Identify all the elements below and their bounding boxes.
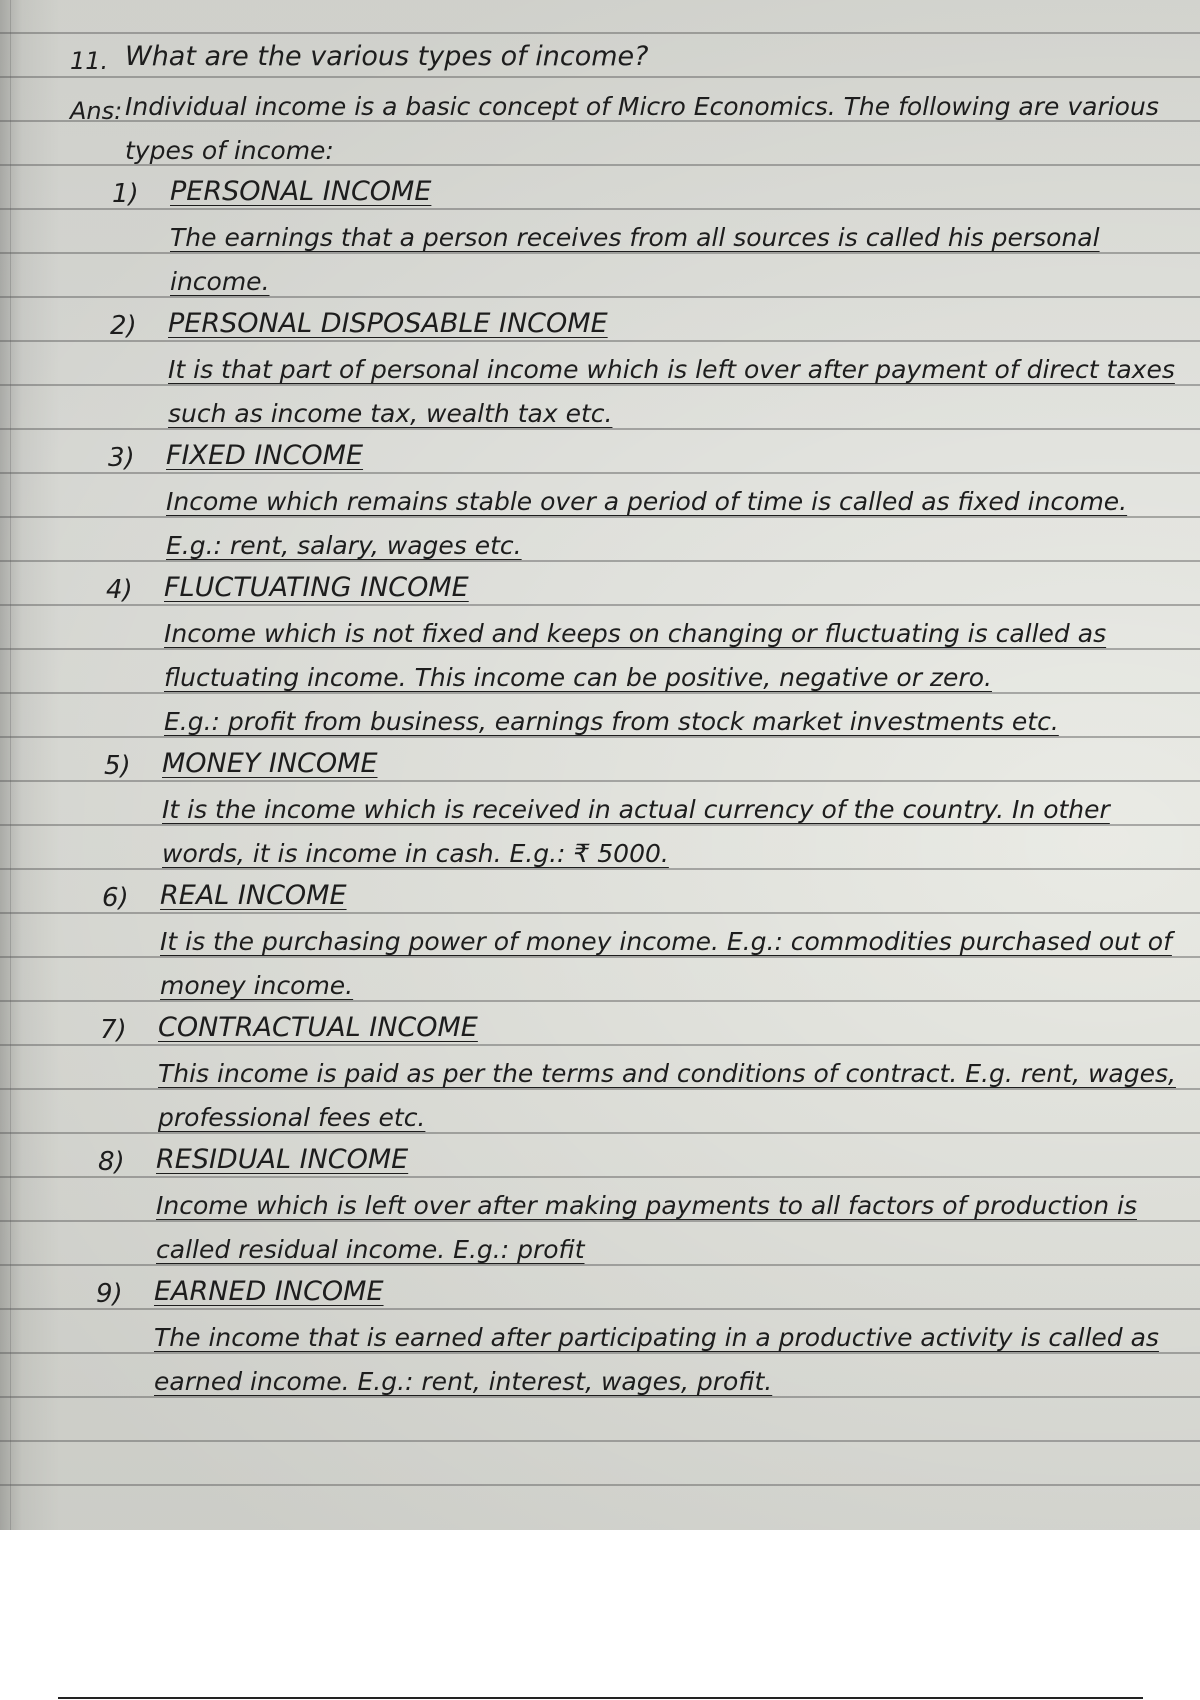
item-number: 5) bbox=[104, 751, 131, 781]
ruled-line bbox=[0, 1484, 1200, 1486]
ruled-line bbox=[0, 1176, 1200, 1178]
ruled-line bbox=[0, 604, 1200, 606]
item-description-line: It is the purchasing power of money income. E.g.: commodities purchased out of bbox=[160, 927, 1172, 956]
item-description-line: Income which remains stable over a period of time is called as fixed income. bbox=[166, 487, 1128, 516]
item-description-line: Income which is not fixed and keeps on changing or fluctuating is called as bbox=[164, 619, 1107, 648]
item-description-line: The earnings that a person receives from all sources is called his personal bbox=[170, 223, 1100, 252]
item-description-line: This income is paid as per the terms and conditions of contract. E.g. rent, wages, bbox=[158, 1059, 1176, 1088]
item-number: 4) bbox=[106, 575, 133, 605]
item-heading: FIXED INCOME bbox=[166, 440, 364, 471]
item-heading: CONTRACTUAL INCOME bbox=[158, 1012, 478, 1043]
item-number: 1) bbox=[112, 179, 139, 209]
ruled-line bbox=[0, 780, 1200, 782]
item-description-line: fluctuating income. This income can be positive, negative or zero. bbox=[164, 663, 992, 692]
item-description-line: It is the income which is received in actual currency of the country. In other bbox=[162, 795, 1110, 824]
ruled-line bbox=[0, 76, 1200, 78]
answer-intro-line-2: types of income: bbox=[125, 136, 334, 165]
item-number: 7) bbox=[100, 1015, 127, 1045]
ruled-line bbox=[0, 1308, 1200, 1310]
item-description-line: such as income tax, wealth tax etc. bbox=[168, 399, 613, 428]
ruled-line bbox=[0, 472, 1200, 474]
item-number: 2) bbox=[110, 311, 137, 341]
ruled-line bbox=[0, 32, 1200, 34]
ruled-line bbox=[0, 912, 1200, 914]
ruled-line bbox=[0, 208, 1200, 210]
item-heading: EARNED INCOME bbox=[154, 1276, 384, 1307]
item-description-line: E.g.: rent, salary, wages etc. bbox=[166, 531, 522, 560]
question-number: 11. bbox=[70, 47, 109, 75]
item-description-line: professional fees etc. bbox=[158, 1103, 426, 1132]
ruled-line bbox=[0, 1044, 1200, 1046]
item-description-line: income. bbox=[170, 267, 270, 296]
answer-intro-line-1: Individual income is a basic concept of Micro Economics. The following are various bbox=[125, 92, 1159, 121]
item-heading: FLUCTUATING INCOME bbox=[164, 572, 469, 603]
item-description-line: earned income. E.g.: rent, interest, wages, profit. bbox=[154, 1367, 773, 1396]
page-bottom-rule bbox=[58, 1697, 1143, 1699]
item-description-line: The income that is earned after participating in a productive activity is called as bbox=[154, 1323, 1159, 1352]
question-text: What are the various types of income? bbox=[125, 41, 649, 72]
margin-line bbox=[10, 0, 11, 1530]
ruled-line bbox=[0, 340, 1200, 342]
item-description-line: E.g.: profit from business, earnings from stock market investments etc. bbox=[164, 707, 1059, 736]
item-heading: RESIDUAL INCOME bbox=[156, 1144, 409, 1175]
item-description-line: words, it is income in cash. E.g.: ₹ 5000. bbox=[162, 839, 669, 868]
item-description-line: It is that part of personal income which is left over after payment of direct taxes bbox=[168, 355, 1175, 384]
item-description-line: Income which is left over after making payments to all factors of production is bbox=[156, 1191, 1137, 1220]
item-number: 8) bbox=[98, 1147, 125, 1177]
item-heading: PERSONAL INCOME bbox=[170, 176, 432, 207]
item-number: 3) bbox=[108, 443, 135, 473]
answer-prefix: Ans: bbox=[70, 97, 123, 125]
item-number: 6) bbox=[102, 883, 129, 913]
item-heading: REAL INCOME bbox=[160, 880, 347, 911]
item-number: 9) bbox=[96, 1279, 123, 1309]
item-description-line: called residual income. E.g.: profit bbox=[156, 1235, 585, 1264]
item-description-line: money income. bbox=[160, 971, 354, 1000]
ruled-line bbox=[0, 1440, 1200, 1442]
item-heading: MONEY INCOME bbox=[162, 748, 378, 779]
item-heading: PERSONAL DISPOSABLE INCOME bbox=[168, 308, 608, 339]
